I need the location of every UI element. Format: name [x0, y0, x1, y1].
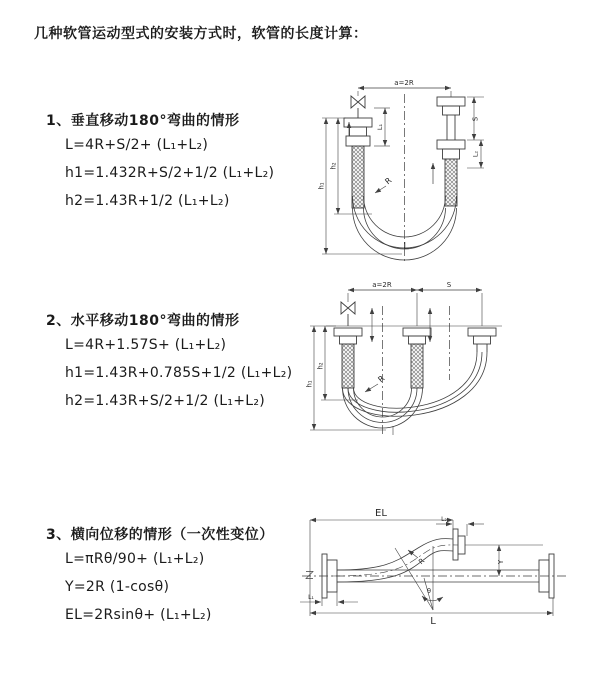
- label-R: R: [383, 175, 394, 187]
- diagram-lateral-displacement: [296, 496, 598, 646]
- section-2-formula-h2: h2=1.43R+S/2+1/2 (L₁+L₂): [65, 393, 266, 409]
- label-R: R: [417, 556, 427, 567]
- section-3-formula-L: L=πRθ/90+ (L₁+L₂): [65, 551, 205, 567]
- dim-EL: [310, 520, 453, 616]
- pipe-break-symbol: [306, 572, 313, 579]
- label-h1: h₁: [317, 182, 326, 190]
- diagram-vertical-180-bend: [316, 66, 588, 266]
- page-title: 几种软管运动型式的安装方式时，软管的长度计算：: [34, 26, 368, 42]
- label-L1: L₁: [308, 594, 314, 601]
- valve-icon: [351, 96, 365, 118]
- section-3-heading: 3、横向位移的情形（一次性变位）: [46, 527, 274, 543]
- right-pipe-assembly: [468, 328, 496, 352]
- label-L2: L₂: [441, 516, 447, 523]
- section-3-formula-EL: EL=2Rsinθ+ (L₁+L₂): [65, 607, 212, 623]
- label-EL: EL: [375, 508, 387, 519]
- section-3-formula-Y: Y=2R (1-cosθ): [65, 579, 170, 595]
- label-h2: h₂: [329, 162, 338, 170]
- section-2-formula-L: L=4R+1.57S+ (L₁+L₂): [65, 337, 227, 353]
- left-pipe-assembly: [344, 118, 372, 208]
- right-pipe-assembly: [437, 97, 465, 206]
- label-theta: θ: [427, 587, 431, 595]
- left-pipe-assembly: [334, 328, 362, 388]
- label-R: R: [376, 373, 387, 385]
- label-stroke-S: S: [471, 116, 480, 122]
- section-2-heading: 2、水平移动180°弯曲的情形: [46, 313, 240, 329]
- section-1-formula-h2: h2=1.43R+1/2 (L₁+L₂): [65, 193, 230, 209]
- label-L: L: [403, 241, 409, 252]
- label-h2: h₂: [316, 362, 325, 370]
- label-L: L: [430, 616, 436, 627]
- radius-leader: [365, 384, 378, 392]
- section-1-formula-h1: h1=1.432R+S/2+1/2 (L₁+L₂): [65, 165, 275, 181]
- s-curve-hose-displaced: [332, 539, 458, 582]
- section-1-formula-L: L=4R+S/2+ (L₁+L₂): [65, 137, 209, 153]
- dim-span-a2R-S: [348, 290, 482, 326]
- middle-pipe-assembly: [403, 328, 431, 388]
- valve-icon: [341, 302, 355, 326]
- top-flange: [453, 529, 465, 560]
- label-h1: h₁: [306, 380, 314, 388]
- dim-L2: [436, 524, 484, 536]
- label-span-a2R: a=2R: [394, 79, 414, 87]
- label-Y: Y: [497, 559, 505, 565]
- angle-construction: [395, 546, 443, 610]
- label-stroke-S: S: [446, 281, 452, 289]
- label-span-a2R: a=2R: [372, 281, 392, 289]
- label-L1: L₁: [376, 123, 384, 131]
- label-L2: L₂: [471, 150, 480, 158]
- section-1-heading: 1、垂直移动180°弯曲的情形: [46, 113, 240, 129]
- radius-leader: [375, 186, 386, 193]
- diagram-horizontal-180-bend: [306, 280, 594, 448]
- section-2-formula-h1: h1=1.43R+0.785S+1/2 (L₁+L₂): [65, 365, 293, 381]
